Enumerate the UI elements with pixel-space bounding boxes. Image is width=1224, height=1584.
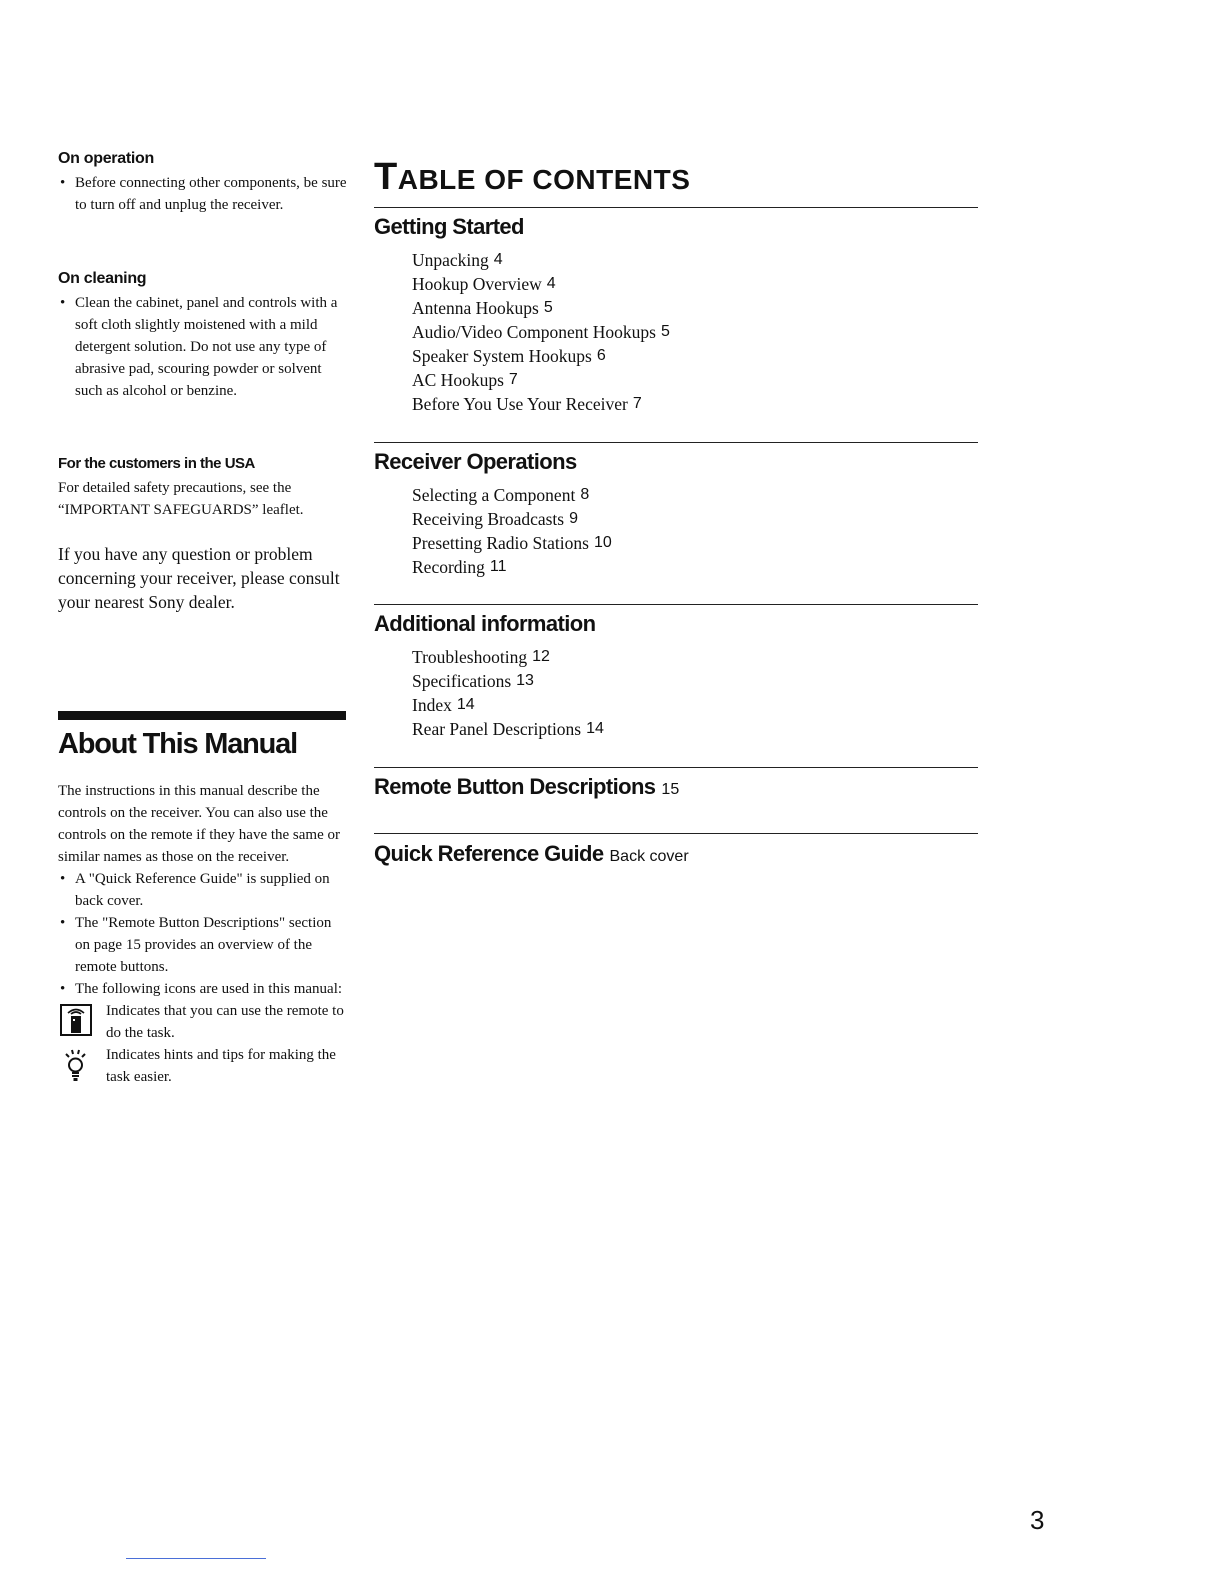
toc-list-getting-started: [412, 248, 670, 416]
usa-text: For detailed safety precautions, see the “IMPORTANT SAFEGUARDS” leaflet.: [58, 480, 304, 518]
toc-entry: AC Hookups 7: [412, 370, 518, 390]
icon-legend-hint-text: Indicates hints and tips for making the task easier.: [106, 1047, 336, 1085]
toc-divider: [374, 442, 978, 443]
toc-entry: Rear Panel Descriptions 14: [412, 719, 604, 739]
cleaning-bullet: • Clean the cabinet, panel and controls with a soft cloth slightly moistened with a mild detergent solution. Do not use any type of abrasive pad, scouring powder or solvent such as alcohol or benzine.: [58, 292, 350, 402]
remote-icon: [58, 1000, 106, 1043]
icon-legend-remote-text: Indicates that you can use the remote to do the task.: [106, 1003, 344, 1041]
toc-section-getting-started: Getting Started: [374, 214, 524, 239]
about-bullet: • The following icons are used in this manual:: [58, 978, 350, 1000]
toc-title: [374, 155, 690, 202]
about-title: About This Manual: [58, 728, 297, 760]
toc-entry: Troubleshooting 12: [412, 647, 550, 667]
toc-title-cap: T: [374, 156, 398, 198]
toc-entry: Before You Use Your Receiver 7: [412, 394, 642, 414]
operation-heading: On operation: [58, 150, 154, 167]
safety-cleaning-section: [58, 269, 350, 402]
toc-entry: Hookup Overview 4: [412, 274, 556, 294]
operation-bullet: • Before connecting other components, be sure to turn off and unplug the receiver.: [58, 172, 350, 216]
toc-entry: Speaker System Hookups 6: [412, 346, 606, 366]
toc-entry: Unpacking 4: [412, 250, 503, 270]
page-number: 3: [1030, 1505, 1045, 1535]
safety-operation-section: [58, 149, 350, 216]
usa-customers-section: [58, 454, 350, 521]
about-bullet: • The "Remote Button Descriptions" section on page 15 provides an overview of the remote buttons.: [58, 912, 350, 978]
toc-entry: Receiving Broadcasts 9: [412, 509, 579, 529]
about-body: [58, 780, 350, 1091]
icon-legend-hint: [58, 1044, 350, 1091]
toc-entry: Audio/Video Component Hookups 5: [412, 322, 670, 342]
toc-entry: Recording 11: [412, 557, 507, 577]
toc-entry: Presetting Radio Stations 10: [412, 533, 612, 553]
toc-entry: Selecting a Component 8: [412, 485, 590, 505]
toc-section-quick-reference-guide: Quick Reference Guide Back cover: [374, 841, 689, 866]
toc-divider: [374, 767, 978, 768]
toc-divider: [374, 833, 978, 834]
about-bullet: • A "Quick Reference Guide" is supplied on back cover.: [58, 868, 350, 912]
toc-entry: Specifications 13: [412, 671, 534, 691]
about-title-bar: [58, 711, 346, 720]
icon-legend-remote: [58, 1000, 350, 1044]
dealer-note: If you have any question or problem concerning your receiver, please consult your nearest Sony dealer.: [58, 544, 340, 612]
usa-heading: For the customers in the USA: [58, 455, 255, 472]
toc-section-receiver-operations: Receiver Operations: [374, 449, 577, 474]
about-intro: The instructions in this manual describe the controls on the receiver. You can also use the controls on the remote if they have the same or similar names as those on the receiver.: [58, 783, 340, 865]
toc-section-additional-information: Additional information: [374, 611, 596, 636]
toc-section-remote-button-descriptions: Remote Button Descriptions 15: [374, 774, 680, 799]
toc-entry: Antenna Hookups 5: [412, 298, 553, 318]
toc-divider: [374, 604, 978, 605]
toc-entry: Index 14: [412, 695, 475, 715]
footer-rule: [126, 1558, 266, 1559]
lightbulb-icon: [58, 1044, 106, 1091]
toc-title-rest: ABLE OF CONTENTS: [397, 164, 691, 195]
toc-divider: [374, 207, 978, 208]
cleaning-heading: On cleaning: [58, 270, 147, 287]
toc-list-receiver-operations: [412, 483, 612, 579]
toc-list-additional-information: [412, 645, 604, 741]
